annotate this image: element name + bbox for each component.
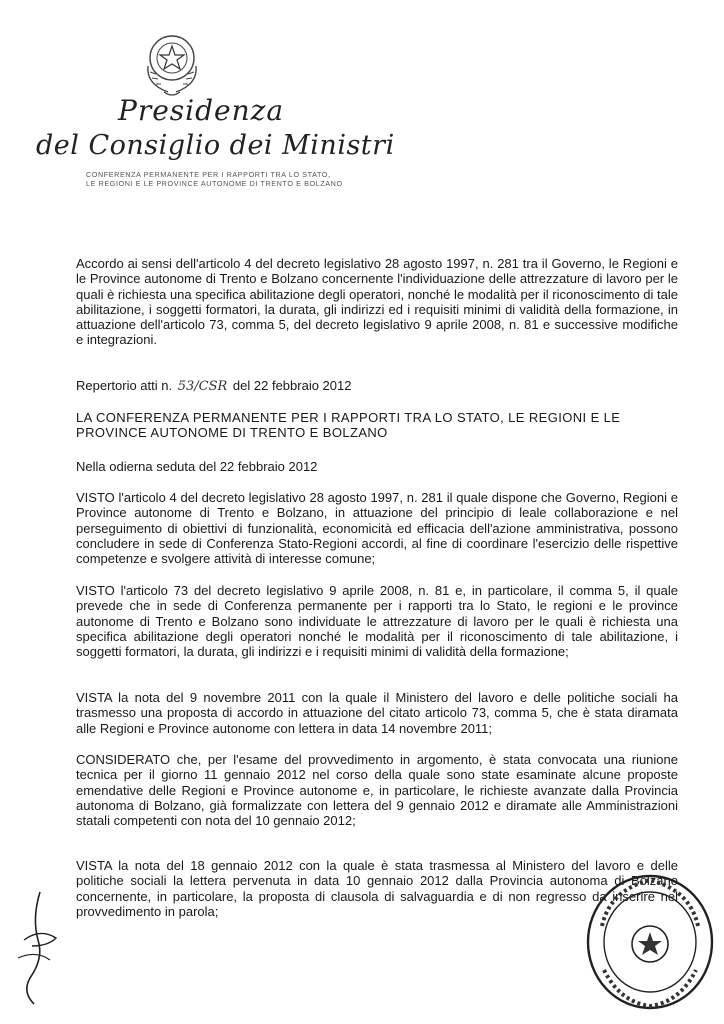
vista-2-lead: VISTA [76, 858, 112, 873]
letterhead-subtitle [86, 170, 343, 188]
agreement-title-paragraph: Accordo ai sensi dell'articolo 4 del decreto legislativo 28 agosto 1997, n. 281 tra il Governo, le Regioni e le Province autonome di Trento e Bolzano concernente l'individuazione delle attrezzature di lavoro per le quali è richiesta una specifica abilitazione degli operatori, nonché le modalità per il riconoscimento di tale abilitazione, i soggetti formatori, la durata, gli indirizzi ed i requisiti minimi di validità della formazione, in attuazione dell'articolo 73, comma 5, del decreto legislativo 9 aprile 2008, n. 81 e successive modifiche e integrazioni. [76, 256, 678, 348]
vista-1-lead: VISTA [76, 690, 112, 705]
letterhead-subtitle-line1: CONFERENZA PERMANENTE PER I RAPPORTI TRA LO STATO, [86, 170, 331, 179]
visto-2-lead: VISTO [76, 583, 115, 598]
repertorio-line [76, 378, 496, 394]
seduta-line: Nella odierna seduta del 22 febbraio 2012 [76, 459, 318, 474]
repertorio-date: del 22 febbraio 2012 [232, 378, 352, 393]
considerato-paragraph [76, 752, 678, 828]
vista-1-text: la nota del 9 novembre 2011 con la quale il Ministero del lavoro e delle politiche sociali ha trasmesso una proposta di accordo in attuazione del citato articolo 73, comma 5, che è stata diramata alle Regioni e Province autonome con lettera in data 14 novembre 2011; [76, 690, 678, 736]
considerato-lead: CONSIDERATO [76, 752, 171, 767]
vista-paragraph-1 [76, 690, 678, 736]
republic-emblem-icon [138, 28, 206, 100]
repertorio-number: 53/CSR [177, 379, 228, 394]
considerato-text: che, per l'esame del provvedimento in argomento, è stata convocata una riunione tecnica per il giorno 11 gennaio 2012 nel corso della quale sono state esaminate alcune proposte emendative delle Regioni e Province autonome e, in particolare, le richieste avanzate dalla Provincia autonoma di Bolzano, già formalizzate con lettera del 9 gennaio 2012 e diramate alle Amministrazioni statali competenti con nota del 10 gennaio 2012; [76, 752, 678, 829]
conferenza-heading: LA CONFERENZA PERMANENTE PER I RAPPORTI TRA LO STATO, LE REGIONI E LE PROVINCE AUTONOME DI TRENTO E BOLZANO [76, 410, 621, 441]
visto-1-text: l'articolo 4 del decreto legislativo 28 agosto 1997, n. 281 il quale dispone che Governo, Regioni e Province autonome di Trento e Bolzano, in attuazione del principio di leale collaborazione e nel perseguimento di obiettivi di funzionalità, economicità ed efficacia dell'azione amministrativa, possono concludere in sede di Conferenza Stato-Regioni accordi, al fine di coordinare l'esercizio delle rispettive competenze e svolgere attività di interesse comune; [76, 490, 678, 567]
handwritten-signature [10, 888, 70, 1006]
letterhead-subtitle-line2: LE REGIONI E LE PROVINCE AUTONOME DI TRENTO E BOLZANO [86, 179, 343, 188]
letterhead-presidenza: Presidenza [118, 94, 285, 127]
repertorio-prefix: Repertorio atti n. [76, 378, 173, 393]
official-seal-stamp [580, 866, 720, 1016]
visto-1-lead: VISTO [76, 490, 115, 505]
vista-2-text: la nota del 18 gennaio 2012 con la quale è stata trasmessa al Ministero del lavoro e delle politiche sociali la lettera pervenuta in data 10 gennaio 2012 dalla Provincia autonoma di Bolzano concernente, in particolare, la proposta di clausola di salvaguardia e di non regresso da inserire nel provvedimento in parola; [76, 858, 678, 919]
visto-paragraph-1 [76, 490, 678, 566]
letterhead-consiglio: del Consiglio dei Ministri [36, 130, 395, 161]
visto-2-text: l'articolo 73 del decreto legislativo 9 aprile 2008, n. 81 e, in particolare, il comma 5, il quale prevede che in sede di Conferenza permanente per i rapporti tra lo Stato, le regioni e le province autonome di Trento e Bolzano sono individuate le attrezzature di lavoro per le quali è richiesta una specifica abilitazione degli operatori nonché le modalità per il riconoscimento di tale abilitazione, i soggetti formatori, la durata, gli indirizzi e i requisiti minimi di validità della formazione; [76, 583, 678, 660]
visto-paragraph-2 [76, 583, 678, 659]
